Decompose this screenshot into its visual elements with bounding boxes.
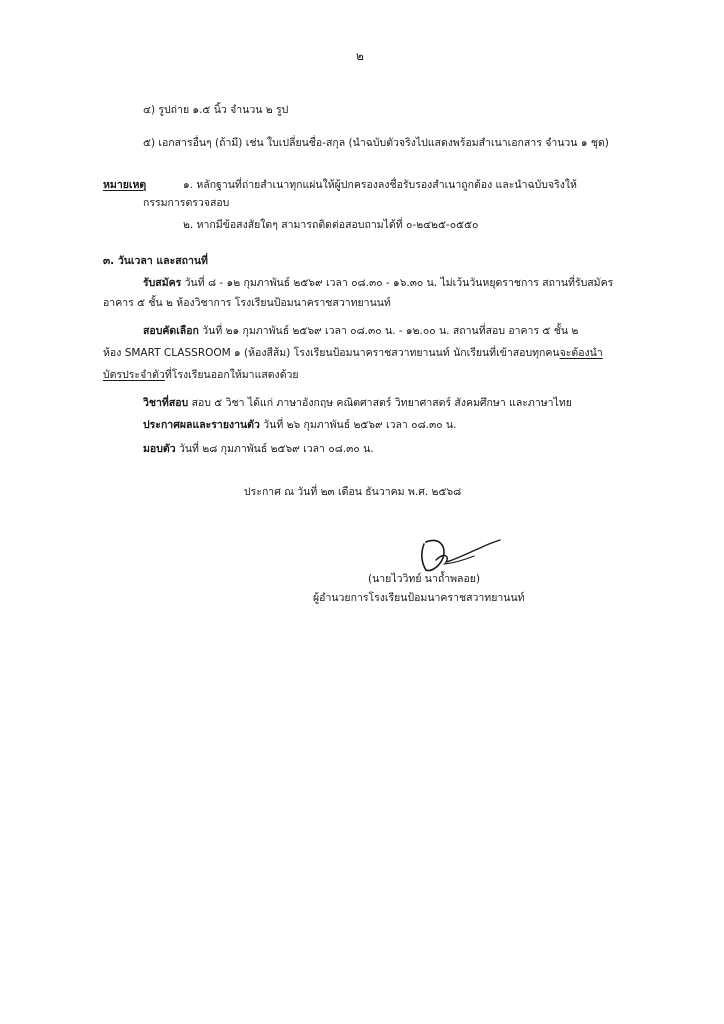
signatory-name: (นายไววิทย์ นาถ้ำพลอย) [368,573,481,585]
exam-details: วันที่ ๒๑ กุมภาพันธ์ ๒๕๖๙ เวลา ๐๘.๓๐ น. - ๑๒.๐๐ น. สถานที่สอบ อาคาร ๕ ชั้น ๒ [198,325,579,337]
registration-line-2: อาคาร ๕ ชั้น ๒ ห้องวิชาการ โรงเรียนป้อมนาคราชสวาทยานนท์ [103,297,391,309]
exam-notice-underlined: จะต้องนำ [559,347,603,359]
report-line [143,442,374,456]
exam-line-3 [103,368,299,382]
results-text: วันที่ ๒๖ กุมภาพันธ์ ๒๕๖๙ เวลา ๐๘.๓๐ น. [259,419,457,431]
registration-line-1 [143,276,613,290]
remark-2: ๒. หากมีข้อสงสัยใดๆ สามารถติดต่อสอบถามได้ที่ ๐-๒๔๒๕-๐๕๕๐ [183,219,479,231]
report-text: วันที่ ๒๘ กุมภาพันธ์ ๒๕๖๙ เวลา ๐๘.๓๐ น. [175,443,374,455]
report-label: มอบตัว [143,443,176,455]
registration-label: รับสมัคร [143,277,182,289]
exam-label: สอบคัดเลือก [143,325,199,337]
subjects-label: วิชาที่สอบ [143,397,189,409]
exam-line-1 [143,324,578,338]
id-card-underlined: บัตรประจำตัว [103,369,165,381]
announcement-date: ประกาศ ณ วันที่ ๒๓ เดือน ธันวาคม พ.ศ. ๒๕๖๘ [244,486,462,498]
section-3-heading: ๓. วันเวลา และสถานที่ [103,255,208,267]
remark-1-line-2: กรรมการตรวจสอบ [143,197,230,209]
id-card-note: ที่โรงเรียนออกให้มาแสดงด้วย [164,369,299,381]
document-item-4: ๔) รูปถ่าย ๑.๕ นิ้ว จำนวน ๒ รูป [143,104,289,116]
page-number: ๒ [356,49,364,63]
subjects-text: สอบ ๕ วิชา ได้แก่ ภาษาอังกฤษ คณิตศาสตร์ วิทยาศาสตร์ สังคมศึกษา และภาษาไทย [188,397,572,409]
remark-1-line-1: ๑. หลักฐานที่ถ่ายสำเนาทุกแผ่นให้ผู้ปกครองลงชื่อรับรองสำเนาถูกต้อง และนำฉบับจริงให้ [183,179,577,191]
registration-details: วันที่ ๘ - ๑๒ กุมภาพันธ์ ๒๕๖๙ เวลา ๐๘.๓๐ - ๑๖.๓๐ น. ไม่เว้นวันหยุดราชการ สถานที่รับสมัคร [181,277,614,289]
subjects-line [143,396,572,410]
document-item-5: ๕) เอกสารอื่นๆ (ถ้ามี) เช่น ใบเปลี่ยนชื่อ-สกุล (นำฉบับตัวจริงไปแสดงพร้อมสำเนาเอกสาร จำนวน ๑ ชุด) [143,137,609,149]
signatory-position: ผู้อำนวยการโรงเรียนป้อมนาคราชสวาทยานนท์ [313,592,525,604]
exam-line-2 [103,346,603,360]
results-line [143,418,456,432]
exam-location: ห้อง SMART CLASSROOM ๑ (ห้องสีส้ม) โรงเรียนป้อมนาคราชสวาทยานนท์ นักเรียนที่เข้าสอบทุกคน [103,347,560,359]
remarks-label: หมายเหตุ [103,179,147,191]
results-label: ประกาศผลและรายงานตัว [143,419,260,431]
